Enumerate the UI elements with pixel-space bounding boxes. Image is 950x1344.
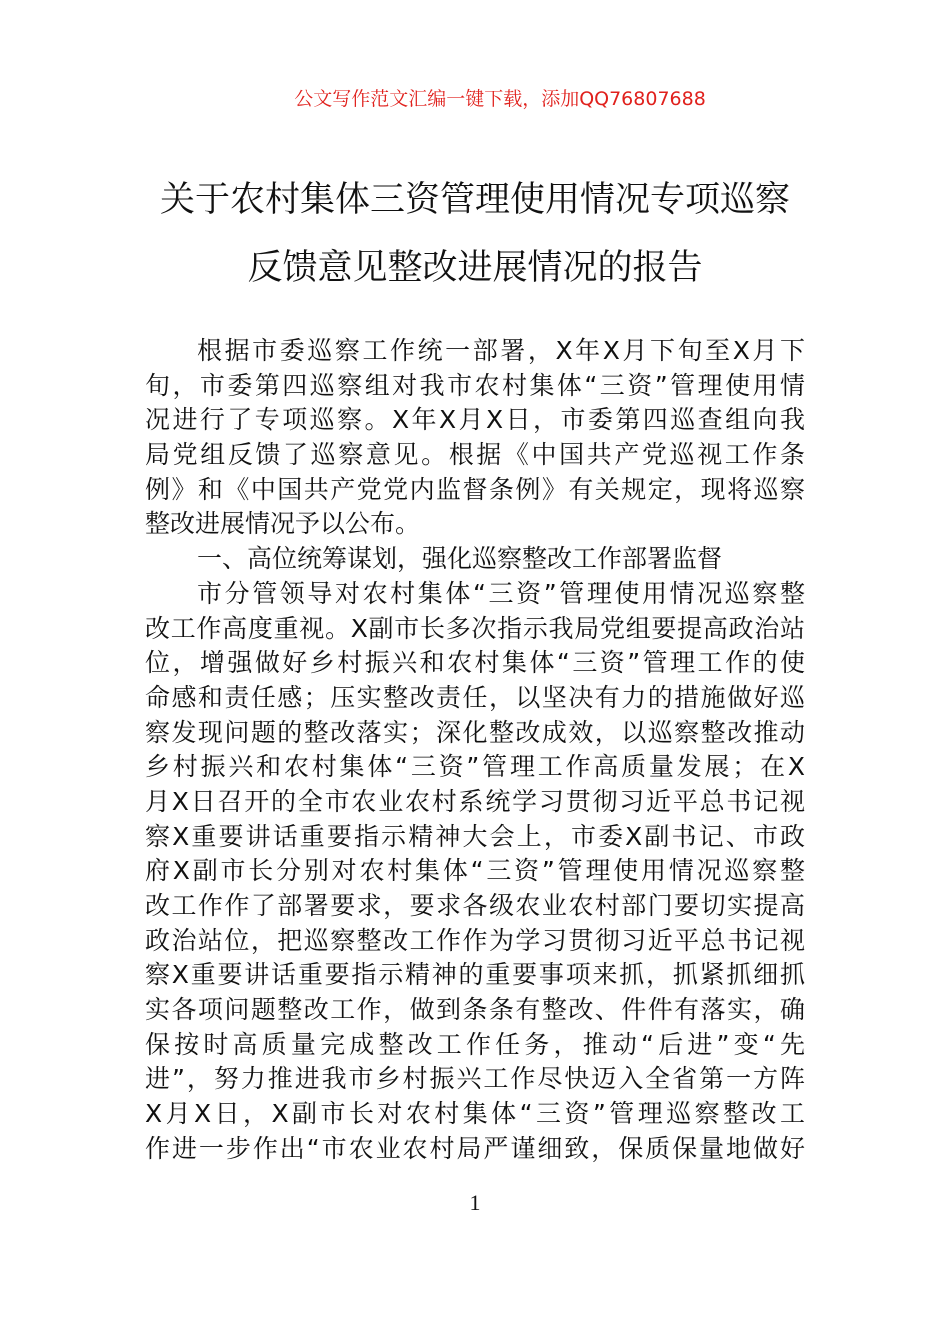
body-text-line: 整改进展情况予以公布。 <box>145 509 421 539</box>
body-text-line: 改工作作了部署要求，要求各级农业农村部门要切实提高 <box>145 891 805 920</box>
section-heading: 一、高位统筹谋划，强化巡察整改工作部署监督 <box>197 544 723 574</box>
body-text-line: X月X日，X副市长对农村集体“三资”管理巡察整改工 <box>145 1099 805 1129</box>
body-text-line: 进”，努力推进我市乡村振兴工作尽快迈入全省第一方阵 <box>145 1064 805 1094</box>
body-text-line: 察X重要讲话重要指示精神的重要事项来抓，抓紧抓细抓 <box>145 960 805 990</box>
body-text-line: 察X重要讲话重要指示精神大会上，市委X副书记、市政 <box>145 821 805 851</box>
body-text-line: 实各项问题整改工作，做到条条有整改、件件有落实，确 <box>145 995 805 1025</box>
page-number: 1 <box>469 1190 481 1215</box>
body-text-line: 作进一步作出“市农业农村局严谨细致，保质保量地做好 <box>145 1133 805 1163</box>
document-body <box>145 334 805 1167</box>
body-text-line: 察发现问题的整改落实；深化整改成效，以巡察整改推动 <box>145 717 805 747</box>
body-text-line: 例》和《中国共产党党内监督条例》有关规定，现将巡察 <box>145 474 805 504</box>
document-title-line-1: 关于农村集体三资管理使用情况专项巡察 <box>159 180 790 220</box>
body-text-line: 政治站位，把巡察整改工作作为学习贯彻习近平总书记视 <box>145 925 805 955</box>
watermark-header: 公文写作范文汇编一键下载，添加QQ76807688 <box>294 88 706 110</box>
body-text-line: 乡村振兴和农村集体“三资”管理工作高质量发展；在X <box>145 752 805 782</box>
body-text-line: 况进行了专项巡察。X年X月X日，市委第四巡查组向我 <box>145 405 805 435</box>
body-text-line: 局党组反馈了巡察意见。根据《中国共产党巡视工作条 <box>145 440 805 470</box>
body-text-line: 府X副市长分别对农村集体“三资”管理使用情况巡察整 <box>145 856 805 886</box>
body-text-line: 月X日召开的全市农业农村系统学习贯彻习近平总书记视 <box>145 786 805 816</box>
body-text-line: 保按时高质量完成整改工作任务，推动“后进”变“先 <box>145 1029 805 1059</box>
body-text-line: 旬，市委第四巡察组对我市农村集体“三资”管理使用情 <box>145 370 805 400</box>
body-text-line: 根据市委巡察工作统一部署，X年X月下旬至X月下 <box>197 336 805 365</box>
document-title-line-2: 反馈意见整改进展情况的报告 <box>247 248 703 288</box>
body-text-line: 位，增强做好乡村振兴和农村集体“三资”管理工作的使 <box>145 648 805 678</box>
body-text-line: 命感和责任感；压实整改责任，以坚决有力的措施做好巡 <box>145 682 805 712</box>
body-text-line: 改工作高度重视。X副市长多次指示我局党组要提高政治站 <box>145 613 805 643</box>
body-text-line: 市分管领导对农村集体“三资”管理使用情况巡察整 <box>197 578 805 608</box>
